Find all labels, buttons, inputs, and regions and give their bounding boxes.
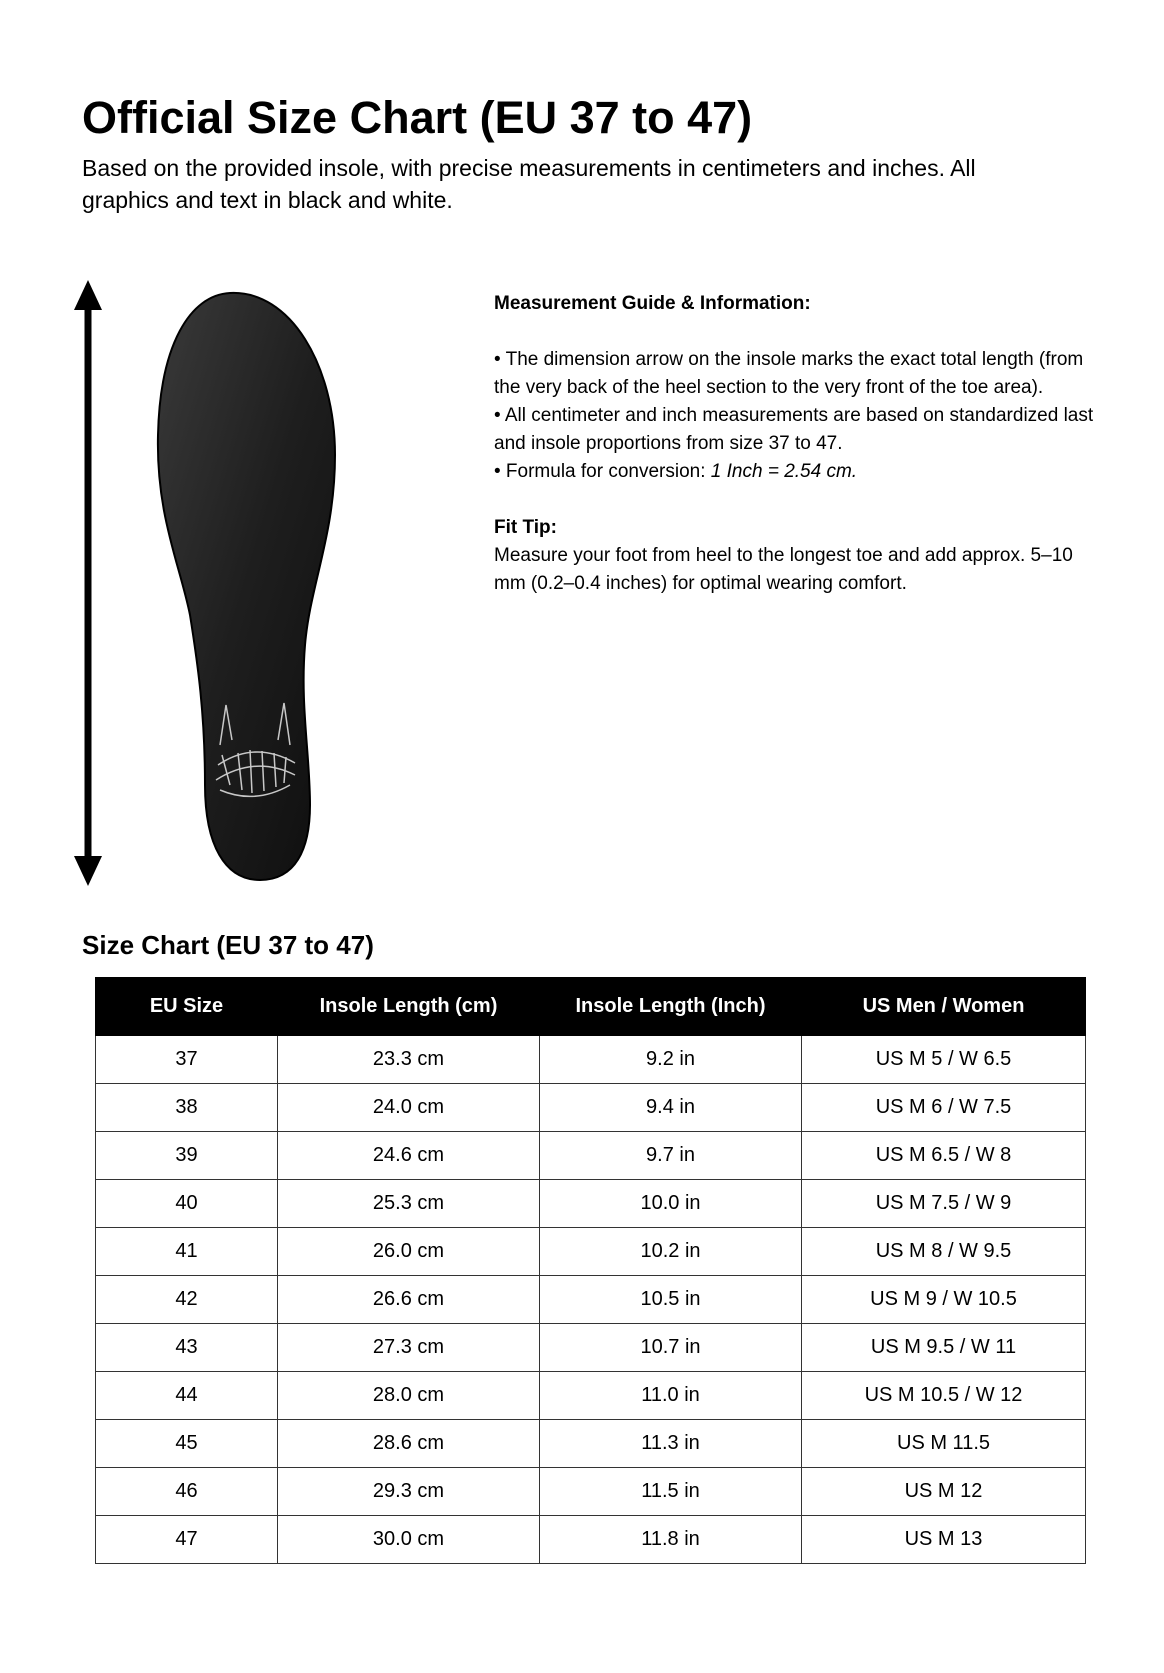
table-row <box>96 1420 1086 1468</box>
table-row <box>96 1468 1086 1516</box>
table-cell: 38 <box>96 1084 278 1132</box>
page-title: Official Size Chart (EU 37 to 47) <box>82 92 753 143</box>
table-cell: 11.8 in <box>540 1516 802 1564</box>
table-row <box>96 1276 1086 1324</box>
table-row <box>96 1516 1086 1564</box>
table-cell: US M 12 <box>802 1468 1086 1516</box>
table-cell: 30.0 cm <box>278 1516 540 1564</box>
table-row <box>96 1132 1086 1180</box>
page-subtitle: Based on the provided insole, with precise measurements in centimeters and inches. All graphics and text in black and white. <box>82 155 976 213</box>
guide-bullet-1: • The dimension arrow on the insole marks the exact total length (from the very back of the heel section to the very front of the toe area). <box>494 349 1084 398</box>
table-cell: US M 9 / W 10.5 <box>802 1276 1086 1324</box>
table-cell: 28.6 cm <box>278 1420 540 1468</box>
table-cell: 47 <box>96 1516 278 1564</box>
table-cell: 39 <box>96 1132 278 1180</box>
fit-tip-heading: Fit Tip: <box>494 517 557 538</box>
table-cell: 10.2 in <box>540 1228 802 1276</box>
table-cell: 9.2 in <box>540 1036 802 1084</box>
table-row <box>96 1324 1086 1372</box>
table-cell: 10.0 in <box>540 1180 802 1228</box>
size-chart-table <box>95 977 1086 1564</box>
table-cell: 24.6 cm <box>278 1132 540 1180</box>
table-body <box>96 1036 1086 1564</box>
table-cell: 41 <box>96 1228 278 1276</box>
table-cell: US M 10.5 / W 12 <box>802 1372 1086 1420</box>
guide-bullet-3-text: • Formula for conversion: <box>494 461 711 482</box>
table-cell: 40 <box>96 1180 278 1228</box>
table-row <box>96 1180 1086 1228</box>
column-header: Insole Length (Inch) <box>540 978 802 1036</box>
table-cell: 11.3 in <box>540 1420 802 1468</box>
table-cell: 28.0 cm <box>278 1372 540 1420</box>
table-cell: 26.6 cm <box>278 1276 540 1324</box>
double-arrow-icon <box>70 280 106 886</box>
table-cell: 9.4 in <box>540 1084 802 1132</box>
table-cell: 10.5 in <box>540 1276 802 1324</box>
table-cell: 23.3 cm <box>278 1036 540 1084</box>
fit-tip-text: Measure your foot from heel to the longest toe and add approx. 5–10 mm (0.2–0.4 inches) for optimal wearing comfort. <box>494 545 1073 594</box>
conversion-formula: 1 Inch = 2.54 cm. <box>710 461 858 482</box>
measurement-guide <box>494 290 1094 598</box>
insole-image <box>150 285 350 885</box>
table-cell: US M 9.5 / W 11 <box>802 1324 1086 1372</box>
table-row <box>96 1228 1086 1276</box>
table-cell: 42 <box>96 1276 278 1324</box>
table-cell: 45 <box>96 1420 278 1468</box>
table-cell: US M 6 / W 7.5 <box>802 1084 1086 1132</box>
table-cell: 24.0 cm <box>278 1084 540 1132</box>
column-header: Insole Length (cm) <box>278 978 540 1036</box>
guide-bullets <box>494 346 1094 486</box>
table-cell: 37 <box>96 1036 278 1084</box>
table-row <box>96 1036 1086 1084</box>
table-cell: 25.3 cm <box>278 1180 540 1228</box>
column-header: US Men / Women <box>802 978 1086 1036</box>
table-row <box>96 1084 1086 1132</box>
table-cell: US M 5 / W 6.5 <box>802 1036 1086 1084</box>
table-cell: 44 <box>96 1372 278 1420</box>
guide-bullet-3 <box>494 458 1094 486</box>
table-cell: US M 13 <box>802 1516 1086 1564</box>
table-cell: US M 6.5 / W 8 <box>802 1132 1086 1180</box>
table-cell: 11.5 in <box>540 1468 802 1516</box>
table-cell: US M 7.5 / W 9 <box>802 1180 1086 1228</box>
column-header: EU Size <box>96 978 278 1036</box>
guide-bullet-2: • All centimeter and inch measurements are based on standardized last and insole proportions from size 37 to 47. <box>494 405 1094 454</box>
size-chart-title: Size Chart (EU 37 to 47) <box>82 930 374 960</box>
table-cell: 10.7 in <box>540 1324 802 1372</box>
guide-heading: Measurement Guide & Information: <box>494 293 811 314</box>
table-row <box>96 1372 1086 1420</box>
table-cell: 11.0 in <box>540 1372 802 1420</box>
table-cell: US M 11.5 <box>802 1420 1086 1468</box>
table-cell: 27.3 cm <box>278 1324 540 1372</box>
table-cell: 9.7 in <box>540 1132 802 1180</box>
table-cell: 29.3 cm <box>278 1468 540 1516</box>
table-cell: 46 <box>96 1468 278 1516</box>
table-cell: 26.0 cm <box>278 1228 540 1276</box>
table-header-row <box>96 978 1086 1036</box>
table-cell: US M 8 / W 9.5 <box>802 1228 1086 1276</box>
table-cell: 43 <box>96 1324 278 1372</box>
